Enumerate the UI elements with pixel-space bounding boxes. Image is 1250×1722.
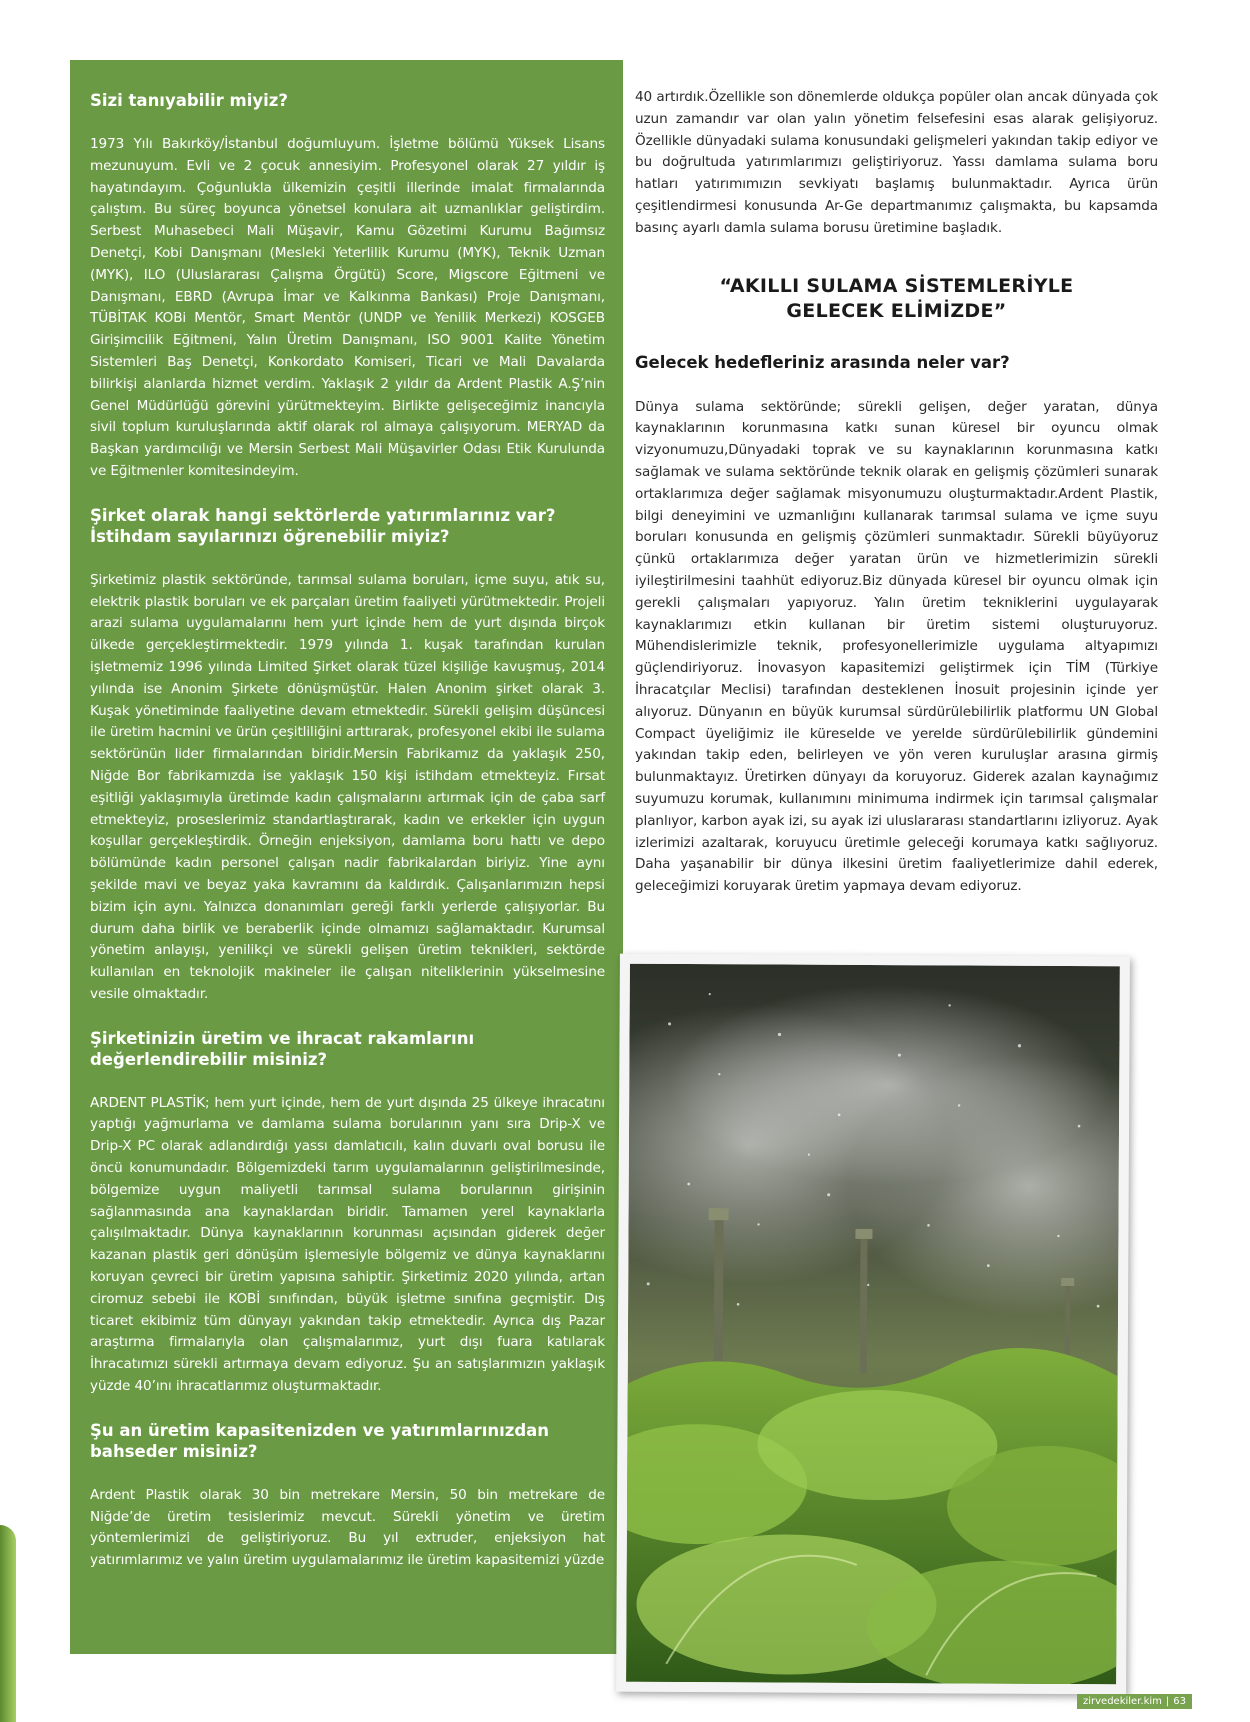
question-4: Şu an üretim kapasitenizden ve yatırımlarınızdan bahseder misiniz? — [90, 1420, 550, 1461]
question-2: Şirket olarak hangi sektörlerde yatırımlarınız var? İstihdam sayılarınızı öğrenebilir miyiz? — [90, 505, 556, 546]
page-footer — [1077, 1694, 1192, 1709]
question-1: Sizi tanıyabilir miyiz? — [90, 91, 288, 110]
footer-site: zirvedekiler.kim — [1083, 1696, 1162, 1707]
sprinkler-field-image — [626, 964, 1120, 1685]
page-number: 63 — [1173, 1696, 1187, 1707]
answer-1: 1973 Yılı Bakırköy/İstanbul doğumluyum. İşletme bölümü Yüksek Lisans mezunuyum. Evli ve 2 çocuk annesiyim. Profesyonel olarak 27 yıldır iş hayatındayım. Çoğunlukla ülkemizin çeşitli illerinde imalat firmalarında çalıştım. Bu süreç boyunca yönetsel konulara ait uzmanlıklar geliştirdim. Serbest Muhasebeci Mali Müşavir, Kamu Gözetimi Kurumu Bağımsız Denetçi, Kobi Danışmanı (Mesleki Yeterlilik Kurumu (MYK), Teknik Uzman (MYK), ILO (Uluslararası Çalışma Örgütü) Score, Migscore Eğitmeni ve Danışmanı, EBRD (Avrupa İmar ve Kalkınma Bankası) Proje Danışmanı, TÜBİTAK KOBi Mentör, Smart Mentör (UNDP ve Yenilik Merkezi) KOSGEB Girişimcilik Eğitmeni, Yalın Üretim Danışmanı, ISO 9001 Kalite Yönetim Sistemleri Baş Denetçi, Konkordato Komiseri, Ticari ve Mali Davalarda bilirkişi alanlarda hizmet verdim. Yaklaşık 2 yıldır da Ardent Plastik A.Ş’nin Genel Müdürlüğü görevini yürütmekteyim. Birlikte gelişeceğimiz inancıyla sivil toplum kuruluşlarında aktif olarak rol almaya çalışıyorum. MERYAD da Başkan yardımcılığı ve Mersin Serbest Mali Müşavirler Odası Etik Kurulunda ve Eğitmenler komitesindeyim. — [90, 136, 605, 479]
leaf-edge-decoration — [0, 1525, 16, 1722]
answer-4: Ardent Plastik olarak 30 bin metrekare Mersin, 50 bin metrekare de Niğde’de üretim tesislerimiz mevcut. Sürekli yönetim ve üretim yöntemlerimizi de geliştiriyoruz. Bu yıl extruder, enjeksiyon hat yatırımlarımız ve yalın üretim uygulamalarımız ile üretim kapasitemizi yüzde — [90, 1486, 605, 1569]
answer-3: ARDENT PLASTİK; hem yurt içinde, hem de yurt dışında 25 ülkeye ihracatını yaptığı yağmurlama ve damlama sulama borularının yanı sıra Drip-X ve Drip-X PC olarak adlandırdığı yassı damlatıcılı, kalın duvarlı oval borusu ile öncü konumundadır. Bölgemizdeki tarım uygulamalarının geliştirilmesinde, bölgemize uygun maliyetli tarımsal sulama borularının girişinin sağlanmasında ana kaynaklardan biridir. Tamamen yerel kaynaklarla çalışılmaktadır. Dünya kaynaklarının korunması açısından giderek değer kazanan plastik geri dönüşüm işlemesiyle bölgemiz ve dünya kaynaklarını koruyan çevreci bir üretim yapısına sahiptir. Şirketimiz 2020 yılında, artan ciromuz sebebi ile KOBİ sınıfından, büyük işletme sınıfına geçmiştir. Dış ticaret ekibimiz tüm dünyayı yakından takip etmektedir. Ayrıca dış Pazar araştırma firmalarıyla olan çalışmalarımız, yurt dışı fuara katılarak İhracatımızı sürekli artırmaya devam ediyoruz. Şu an satışlarımızın yaklaşık yüzde 40’ını ihracatlarımız oluşturmaktadır. — [90, 1094, 605, 1395]
question-3: Şirketinizin üretim ve ihracat rakamlarını değerlendirebilir misiniz? — [90, 1028, 475, 1069]
answer-4-continued: 40 artırdık.Özellikle son dönemlerde oldukça popüler olan ancak dünyada çok uzun zamandır var olan yalın yönetim felsefesini esas alarak gelişiyoruz. Özellikle dünyadaki sulama konusundaki gelişmeleri yakından takip ediyor ve bu doğrultuda yatırımlarımızı geliştiriyoruz. Yassı damlama sulama boru hatları yatırımımızın sevkiyatı başlamış bulunmaktadır. Ayrıca ürün çeşitlendirmesi konusunda Ar-Ge departmanımız çalışmakta, bu kapsamda basınç ayarlı damla sulama borusu üretimine başladık. — [635, 89, 1158, 236]
interview-left-box — [70, 60, 623, 1654]
footer-separator: | — [1165, 1696, 1170, 1707]
answer-5: Dünya sulama sektöründe; sürekli gelişen, değer yaratan, dünya kaynaklarının korunmasına katkı sunan küresel bir oyuncu olmak vizyonumuzu,Dünyadaki toprak ve su kaynaklarının korunmasına katkı sağlamak ve sulama sektöründe teknik olarak en gelişmiş çözümleri sunarak ortaklarımıza değer sağlamak misyonumuzu oluşturmaktadır.Ardent Plastik, bilgi deneyimini ve uzmanlığını kullanarak tarımsal sulama ve içme suyu boruları konusunda en gelişmiş çözümleri sunmaktadır. Sürekli büyüyoruz çünkü ortaklarımıza değer yaratan ürün ve hizmetlerimizin sürekli iyileştirilmesini taahhüt ediyoruz.Biz dünyada küresel bir oyuncu olmak için gerekli çalışmaları yapıyoruz. Yalın üretim tekniklerini uygulayarak kaynaklarımızı etkin kullanan bir üretim sistemi oluşturuyoruz. Mühendislerimizle teknik, profesyonellerimizle uygulama altyapımızı güçlendiriyoruz. İnovasyon kapasitemizi geliştirmek için TİM (Türkiye İhracatçılar Meclisi) tarafından desteklenen İnosuit projesinin içinde yer alıyoruz. Dünyanın en büyük kurumsal sürdürülebilirlik platformu UN Global Compact üyeliğimiz ile küreselde ve yerelde sürdürülebilirlik gündemini yakından takip eden, belirleyen ve yön veren kuruluşlar arasına girmiş bulunmaktayız. Üretirken dünyayı da koruyoruz. Giderek azalan kaynağımız suyumuzu korumak, kullanımını minimuma indirmek için tarımsal çalışmalar planlıyor, karbon ayak izi, su ayak izi uluslararası standartlarını izliyoruz. Ayak izlerimizi azaltarak, koruyucu üretimle geleceği korumaya katkı sağlıyoruz. Daha yaşanabilir bir dünya ilkesini üretim faaliyetlerimize dahil ederek, geleceğimizi koruyarak üretim yapmaya devam ediyoruz. — [635, 398, 1158, 895]
irrigation-photo — [616, 954, 1130, 1695]
question-5: Gelecek hedefleriniz arasında neler var? — [635, 352, 1010, 372]
pull-quote-line-2: GELECEK ELİMİZDE” — [786, 299, 1007, 322]
answer-2: Şirketimiz plastik sektöründe, tarımsal sulama boruları, içme suyu, atık su, elektrik plastik boruları ve ek parçaları üretim faaliyeti yürütmektedir. Projeli arazi sulama uygulamalarını hem yurt içinde hem de yurt dışında birçok ülkede gerçekleştirmektedir. 1979 yılında 1. kuşak tarafından kurulan işletmemiz 1996 yılında Limited Şirket olarak tüzel kişiliğe kavuşmuş, 2014 yılında ise Anonim Şirkete dönüşmüştür. Halen Anonim şirket olarak 3. Kuşak yönetiminde faaliyetine devam etmektedir. Sürekli gelişim düşüncesi ile üretim hacmini ve ürün çeşitliliğini arttırarak, profesyonel ekibi ile sulama sektörünün lider firmalarından biridir.Mersin Fabrikamız da yaklaşık 250, Niğde Bor fabrikamızda ise yaklaşık 150 kişi istihdam etmekteyiz. Fırsat eşitliği yaklaşımıyla üretimde kadın çalışmalarını artırmak için de çaba sarf etmekteyiz, proseslerimiz standartlaştırarak, kadın ve erkekler için uygun koşullar gerçekleştirdik. Örneğin enjeksiyon, damlama boru hattı ve depo bölümünde kadın personel çalışan nadir fabrikalardan biriyiz. Yine aynı şekilde mavi ve beyaz yaka kavramını da kaldırdık. Çalışanlarımızın hepsi bizim için aynı. Yalnızca donanımları gereği farklı yerlerde çalışıyorlar. Bu durum daha birlik ve beraberlik içinde olmamızı sağlamaktadır. Kurumsal yönetim anlayışı, yenilikçi ve sürekli gelişen üretim teknikleri, sektörde kullanılan en teknolojik makineler ile çalışan niteliklerinin yükselmesine vesile olmaktadır. — [90, 571, 605, 1002]
pull-quote-line-1: “AKILLI SULAMA SİSTEMLERİYLE — [719, 274, 1074, 297]
pull-quote — [635, 274, 1158, 324]
interview-right-column — [635, 87, 1158, 898]
